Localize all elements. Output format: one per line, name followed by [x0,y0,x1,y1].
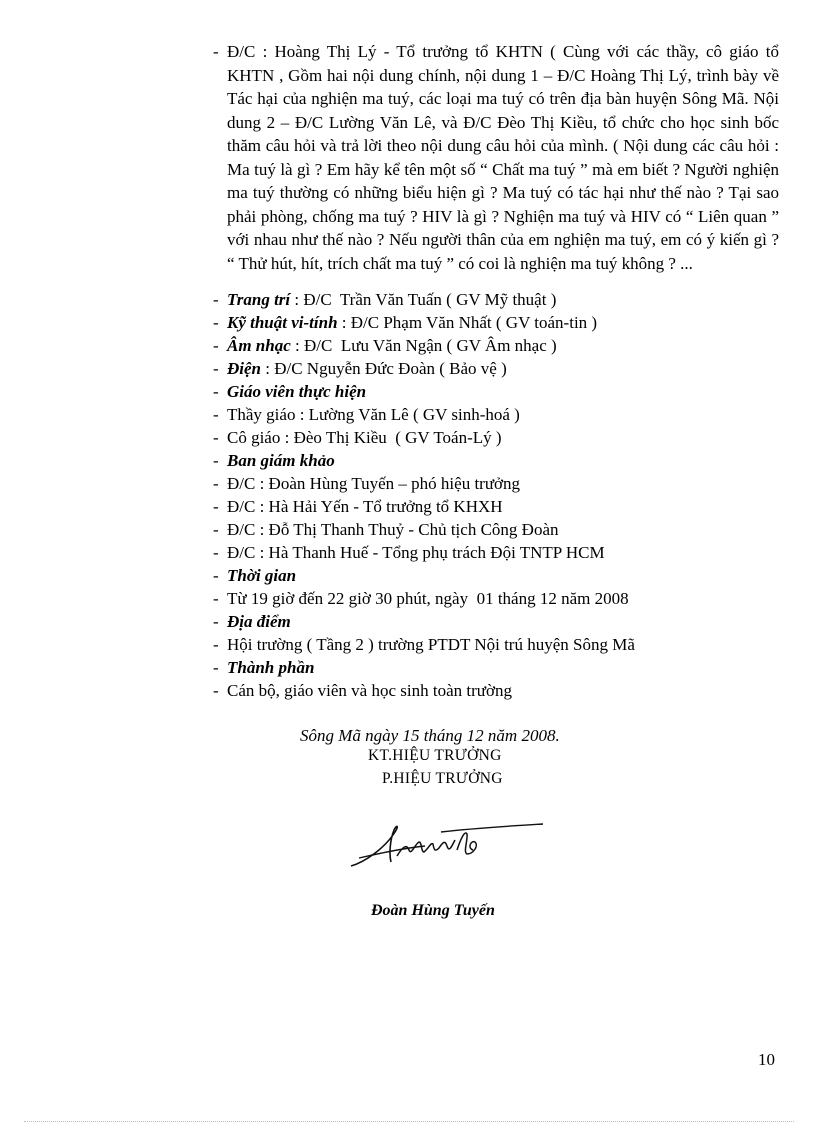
bullet-dash: - [213,313,219,332]
list-item [213,656,779,679]
list-item-label: Thời gian [227,566,297,585]
list-item-label: Kỹ thuật vi-tính [227,313,338,332]
list-item [213,449,779,472]
details-list [213,288,779,702]
intro-paragraph [213,40,779,275]
list-item [213,288,779,311]
list-item [213,633,779,656]
list-item [213,403,779,426]
list-item [213,564,779,587]
bullet-dash: - [213,359,219,378]
bullet-dash: - [213,497,219,516]
list-item [213,587,779,610]
signature-title-2: P.HIỆU TRƯỞNG [382,770,503,787]
list-item-text: : Đ/C Nguyễn Đức Đoàn ( Bảo vệ ) [261,359,507,378]
bullet-dash: - [213,566,219,585]
bullet-dash: - [213,405,219,424]
list-item [213,426,779,449]
list-item [213,334,779,357]
list-item-label: Ban giám khảo [227,451,335,470]
bullet-dash: - [213,520,219,539]
bullet-dash: - [213,589,219,608]
list-item-text: Đ/C : Hà Thanh Huế - Tổng phụ trách Đội TNTP HCM [227,543,605,562]
list-item [213,472,779,495]
bullet-dash: - [213,42,219,61]
handwritten-signature [345,818,550,878]
list-item-label: Điện [227,359,261,378]
intro-text: Đ/C : Hoàng Thị Lý - Tổ trưởng tổ KHTN ( Cùng với các thầy, cô giáo tổ KHTN , Gồm hai nội dung chính, nội dung 1 – Đ/C Hoàng Thị Lý, trình bày về Tác hại của nghiện ma tuý, các loại ma tuý có trên địa bàn huyện Sông Mã. Nội dung 2 – Đ/C Lường Văn Lê, và Đ/C Đèo Thị Kiều, tổ chức cho học sinh bốc thăm câu hỏi và trả lời theo nội dung câu hỏi của mình. ( Nội dung các câu hỏi : Ma tuý là gì ? Em hãy kể tên một số “ Chất ma tuý ” mà em biết ? Người nghiện ma tuý thường có những biểu hiện gì ? Ma tuý có tác hại như thế nào ? Tại sao phải phòng, chống ma tuý ? HIV là gì ? Nghiện ma tuý và HIV có “ Liên quan ” với nhau như thế nào ? Nếu người thân của em nghiện ma tuý, em có ý kiến gì ? “ Thử hút, hít, trích chất ma tuý ” có coi là nghiện ma tuý không ? ... [227,42,779,273]
list-item [213,541,779,564]
list-item [213,495,779,518]
bullet-dash: - [213,543,219,562]
list-item-text: : Đ/C Trần Văn Tuấn ( GV Mỹ thuật ) [290,290,557,309]
list-item [213,357,779,380]
list-item-text: Đ/C : Hà Hải Yến - Tổ trưởng tổ KHXH [227,497,503,516]
list-item-text: Đ/C : Đoàn Hùng Tuyến – phó hiệu trưởng [227,474,521,493]
list-item-text: : Đ/C Phạm Văn Nhất ( GV toán-tin ) [337,313,598,332]
bullet-dash: - [213,382,219,401]
list-item-text: Thầy giáo : Lường Văn Lê ( GV sinh-hoá ) [227,405,520,424]
bullet-dash: - [213,336,219,355]
list-item-label: Địa điểm [227,612,291,631]
list-item-label: Giáo viên thực hiện [227,382,367,401]
bullet-dash: - [213,612,219,631]
list-item [213,679,779,702]
signatory-name: Đoàn Hùng Tuyến [371,902,495,919]
list-item-text: : Đ/C Lưu Văn Ngận ( GV Âm nhạc ) [290,336,557,355]
footer-divider [24,1121,794,1122]
list-item [213,311,779,334]
bullet-dash: - [213,451,219,470]
list-item-text: Cán bộ, giáo viên và học sinh toàn trường [227,681,512,700]
list-item [213,518,779,541]
bullet-dash: - [213,290,219,309]
list-item-text: Đ/C : Đỗ Thị Thanh Thuỷ - Chủ tịch Công Đoàn [227,520,559,539]
list-item-label: Âm nhạc [227,336,291,355]
bullet-dash: - [213,658,219,677]
bullet-dash: - [213,474,219,493]
signature-date: Sông Mã ngày 15 tháng 12 năm 2008. [300,726,560,745]
list-item-text: Cô giáo : Đèo Thị Kiều ( GV Toán-Lý ) [227,428,502,447]
list-item-label: Trang trí [227,290,291,309]
page-number: 10 [758,1050,775,1069]
bullet-dash: - [213,681,219,700]
list-item [213,380,779,403]
list-item-label: Thành phần [227,658,315,677]
bullet-dash: - [213,428,219,447]
signature-title-1: KT.HIỆU TRƯỞNG [368,747,502,764]
list-item-text: Hội trường ( Tầng 2 ) trường PTDT Nội trú huyện Sông Mã [227,635,635,654]
list-item [213,610,779,633]
bullet-dash: - [213,635,219,654]
list-item-text: Từ 19 giờ đến 22 giờ 30 phút, ngày 01 tháng 12 năm 2008 [227,589,629,608]
